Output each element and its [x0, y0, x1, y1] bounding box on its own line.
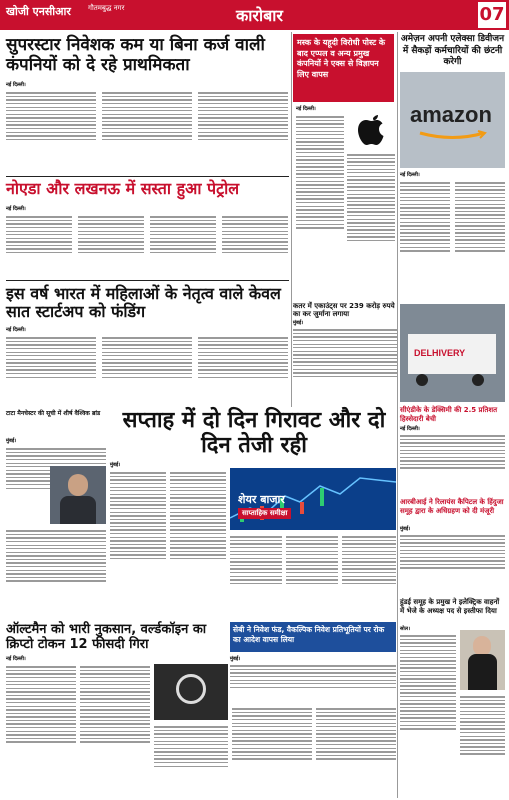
article7-headline-box: [293, 34, 394, 102]
section-title: कारोबार: [236, 6, 283, 25]
amazon-building-photo: [400, 72, 505, 168]
article7-dateline: नई दिल्ली।: [296, 106, 316, 112]
article13-body-col2: [460, 694, 505, 794]
article13-body-col1: [400, 633, 456, 793]
article10-body-col2: [455, 180, 505, 300]
stock-graphic-subtitle: साप्ताहिक समीक्षा: [238, 508, 291, 519]
article1-body-col2: [102, 90, 192, 172]
column-rule: [291, 32, 292, 407]
article8-dateline: मुंबई।: [293, 320, 304, 326]
page-number: 07: [478, 2, 506, 28]
article1-headline: सुपरस्टार निवेशक कम या बिना कर्ज वाली कंपनियों को दे रहे प्राथमिकता: [6, 35, 265, 75]
article6-body-col3: [154, 724, 228, 796]
article7-headline: मस्क के यहूदी विरोधी पोस्ट के बाद एप्पल व अन्य प्रमुख कंपनियों ने एक्स से विज्ञापन लिए वापस: [297, 38, 386, 79]
amazon-logo: amazon: [410, 102, 492, 127]
article13-headline: हुंडई समूह के प्रमुख ने इलेक्ट्रिक वाहनों में भेजे के अध्यक्ष पद से इस्तीफा दिया: [400, 598, 500, 615]
article8-headline-box: [293, 302, 398, 316]
article5-body-col4: [230, 534, 282, 620]
article10-headline: अमेज़न अपनी एलेक्सा डिवीजन में सैकड़ों कर्मचारियों की छंटनी करेगी: [400, 34, 505, 67]
article4-headline: टाटा मैनचेस्टर की सूची में शीर्ष वैश्विक ब्रांड: [6, 410, 101, 417]
paper-name: खोजी एनसीआर: [6, 5, 71, 18]
article1-dateline: नई दिल्ली।: [6, 82, 26, 88]
article7-body-col2: [347, 152, 395, 300]
article9-dateline: मुंबई।: [230, 656, 241, 662]
article3-headline: इस वर्ष भारत में महिलाओं के नेतृत्व वाले केवल सात स्टार्टअप को फंडिंग: [6, 284, 281, 322]
article10-body-col1: [400, 180, 450, 300]
article9-body-col3: [316, 706, 396, 796]
article8-headline: कतर में एकाउंट्स पर 239 करोड़ रुपये का कर जुर्माना लगाया: [293, 302, 395, 318]
stock-graphic-title: शेयर बाजार: [238, 493, 285, 506]
article1-body-col3: [198, 90, 288, 172]
article5-dateline: मुंबई।: [110, 462, 121, 468]
article2-body-col1: [6, 214, 72, 278]
article4-headline-box: [6, 410, 106, 432]
article5-body-col3: [170, 470, 226, 620]
apple-logo-image: [347, 106, 395, 150]
truck-brand-text: DELHIVERY: [414, 348, 466, 358]
article6-body-col1: [6, 664, 76, 796]
article9-body-col2: [232, 706, 312, 796]
article9-headline: सेबी ने निवेश फंड, वैकल्पिक निवेश प्रतिभूतियों पर रोक का आदेश वापस लिया: [233, 625, 385, 644]
article2-body-col2: [78, 214, 144, 278]
stock-market-graphic: [230, 468, 396, 530]
article5-body-col2: [110, 470, 166, 620]
article12-dateline: मुंबई।: [400, 526, 411, 532]
article3-body-col2: [102, 335, 192, 405]
article8-body: [293, 327, 398, 405]
article7-body-col1: [296, 114, 344, 300]
article2-body-col3: [150, 214, 216, 278]
article11-headline: सीएंडीके के डेक्सिमी की 2.5 प्रतिशत हिस्सेदारी बेची: [400, 406, 498, 423]
divider: [6, 280, 289, 281]
article11-dateline: नई दिल्ली।: [400, 426, 420, 432]
article9-body: [230, 663, 396, 703]
divider: [6, 176, 289, 177]
article2-dateline: नई दिल्ली।: [6, 206, 26, 212]
article6-dateline: नई दिल्ली।: [6, 656, 26, 662]
article12-headline: आरबीआई ने रिलायंस कैपिटल के हिंदुजा समूह द्वारा के अधिग्रहण को दी मंजूरी: [400, 498, 504, 515]
person-photo: [50, 466, 106, 524]
article6-body-col2: [80, 664, 150, 796]
article5-body-col5: [286, 534, 338, 620]
article10-dateline: नई दिल्ली।: [400, 172, 420, 178]
article3-dateline: नई दिल्ली।: [6, 327, 26, 333]
column-rule: [397, 32, 398, 798]
article5-body-col6: [342, 534, 396, 620]
delhivery-truck-photo: [400, 304, 505, 402]
worldcoin-photo: [154, 664, 228, 720]
article6-headline: ऑल्टमैन को भारी नुकसान, वर्ल्डकॉइन का क्रिप्टो टोकन 12 फीसदी गिरा: [6, 622, 207, 652]
hyundai-executive-photo: [460, 630, 505, 690]
article2-body-col4: [222, 214, 288, 278]
article3-body-col3: [198, 335, 288, 405]
article5-body-col1: [6, 528, 106, 618]
article11-body: [400, 433, 505, 493]
article12-body: [400, 533, 505, 593]
article13-dateline: सोल।: [400, 626, 410, 632]
masthead-meta: गौतमबुद्ध नगर: [88, 4, 125, 12]
article3-body-col1: [6, 335, 96, 405]
article1-body-col1: [6, 90, 96, 172]
article4-dateline: मुंबई।: [6, 438, 17, 444]
article5-headline: सप्ताह में दो दिन गिरावट और दो दिन तेजी रही: [122, 408, 386, 458]
article9-headline-box: [230, 622, 396, 652]
article2-headline: नोएडा और लखनऊ में सस्ता हुआ पेट्रोल: [6, 179, 240, 198]
